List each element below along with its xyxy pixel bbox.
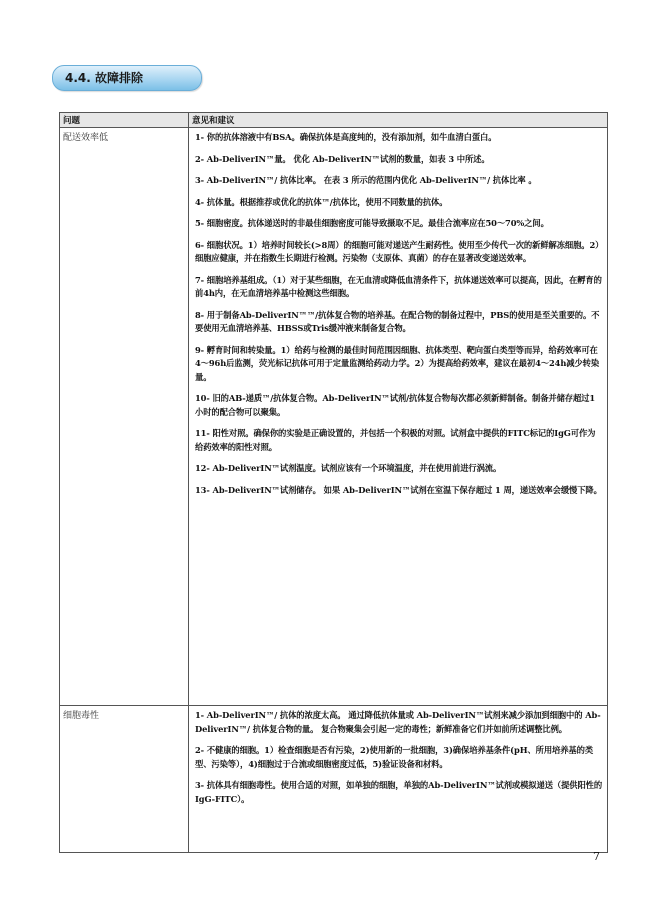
advice-item: 3- 抗体具有细胞毒性。使用合适的对照，如单独的细胞，单独的Ab-DeliverIN™试剂或模拟递送（提供阳性的IgG-FITC）。 <box>195 780 603 804</box>
advice-item: 13- Ab-DeliverIN™试剂储存。 如果 Ab-DeliverIN™试剂在室温下保存超过 1 周，递送效率会缓慢下降。 <box>195 484 602 495</box>
advice-item: 3- Ab-DeliverIN™/ 抗体比率。 在表 3 所示的范围内优化 Ab-DeliverIN™/ 抗体比率 。 <box>195 175 537 185</box>
advice-item: 5- 细胞密度。抗体递送时的非最佳细胞密度可能导致摄取不足。最佳合流率应在50～70%之间。 <box>195 218 549 228</box>
advice-cell <box>189 706 608 853</box>
advice-item: 6- 细胞状况。1）培养时间较长(>8周）的细胞可能对递送产生耐药性。使用至少传代一次的新鲜解冻细胞。2）细胞应健康，并在指数生长期进行检测。污染物（支原体、真菌）的存在显著改变递送效率。 <box>195 239 600 263</box>
table-row <box>60 706 608 853</box>
advice-cell <box>189 128 608 706</box>
advice-item: 1- 你的抗体溶液中有BSA。确保抗体是高度纯的，没有添加剂，如牛血清白蛋白。 <box>195 132 497 142</box>
problem-cell: 配送效率低 <box>60 128 189 706</box>
advice-item: 10- 旧的AB-递质™/抗体复合物。Ab-DeliverIN™试剂/抗体复合物每次都必须新鲜制备。制备并储存超过1小时的配合物可以聚集。 <box>195 393 596 417</box>
advice-item: 7- 细胞培养基组成。（1）对于某些细胞，在无血清或降低血清条件下，抗体递送效率可以提高，因此，在孵育的前4h内，在无血清培养基中检测这些细胞。 <box>195 274 602 298</box>
advice-item: 11- 阳性对照。确保你的实验是正确设置的，并包括一个积极的对照。试剂盒中提供的FITC标记的IgG可作为给药效率的阳性对照。 <box>195 428 596 452</box>
advice-item: 12- Ab-DeliverIN™试剂温度。试剂应该有一个环境温度，并在使用前进行涡流。 <box>195 463 502 473</box>
page-number: 7 <box>593 850 600 863</box>
advice-item: 2- Ab-DeliverIN™量。 优化 Ab-DeliverIN™试剂的数量，如表 3 中所述。 <box>195 153 490 164</box>
table-header-row <box>60 113 608 128</box>
header-advice: 意见和建议 <box>189 113 608 128</box>
advice-item: 8- 用于制备Ab-DeliverIN™™/抗体复合物的培养基。在配合物的制备过程中，PBS的使用是至关重要的。不要使用无血清培养基、HBSS或Tris缓冲液来制备复合物。 <box>195 309 600 333</box>
problem-cell: 细胞毒性 <box>60 706 189 853</box>
advice-item: 9- 孵育时间和转染量。1）给药与检测的最佳时间范围因细胞、抗体类型、靶向蛋白类型等而异，给药效率可在4～96h后监测，荧光标记抗体可用于定量监测给药动力学。2）为提高给药效率，建议在最初4～24h减少转染量。 <box>195 344 600 382</box>
advice-item: 4- 抗体量。根据推荐或优化的抗体™/抗体比，使用不同数量的抗体。 <box>195 196 448 207</box>
advice-item: 2- 不健康的细胞。1）检查细胞是否有污染，2)使用新的一批细胞，3)确保培养基条件(pH、所用培养基的类型、污染等），4)细胞过于合流或细胞密度过低，5)验证设备和材料。 <box>195 745 594 769</box>
section-title: 4.4. 故障排除 <box>65 71 143 85</box>
troubleshooting-table <box>59 112 608 853</box>
section-heading-tab <box>52 65 202 91</box>
advice-item: 1- Ab-DeliverIN™/ 抗体的浓度太高。 通过降低抗体量或 Ab-DeliverIN™试剂来减少添加到细胞中的 Ab-DeliverIN™/ 抗体复合物的量。 复合物聚集会引起一定的毒性；新鲜准备它们并如前所述调整比例。 <box>195 710 601 734</box>
header-problem: 问题 <box>60 113 189 128</box>
table-row <box>60 128 608 706</box>
